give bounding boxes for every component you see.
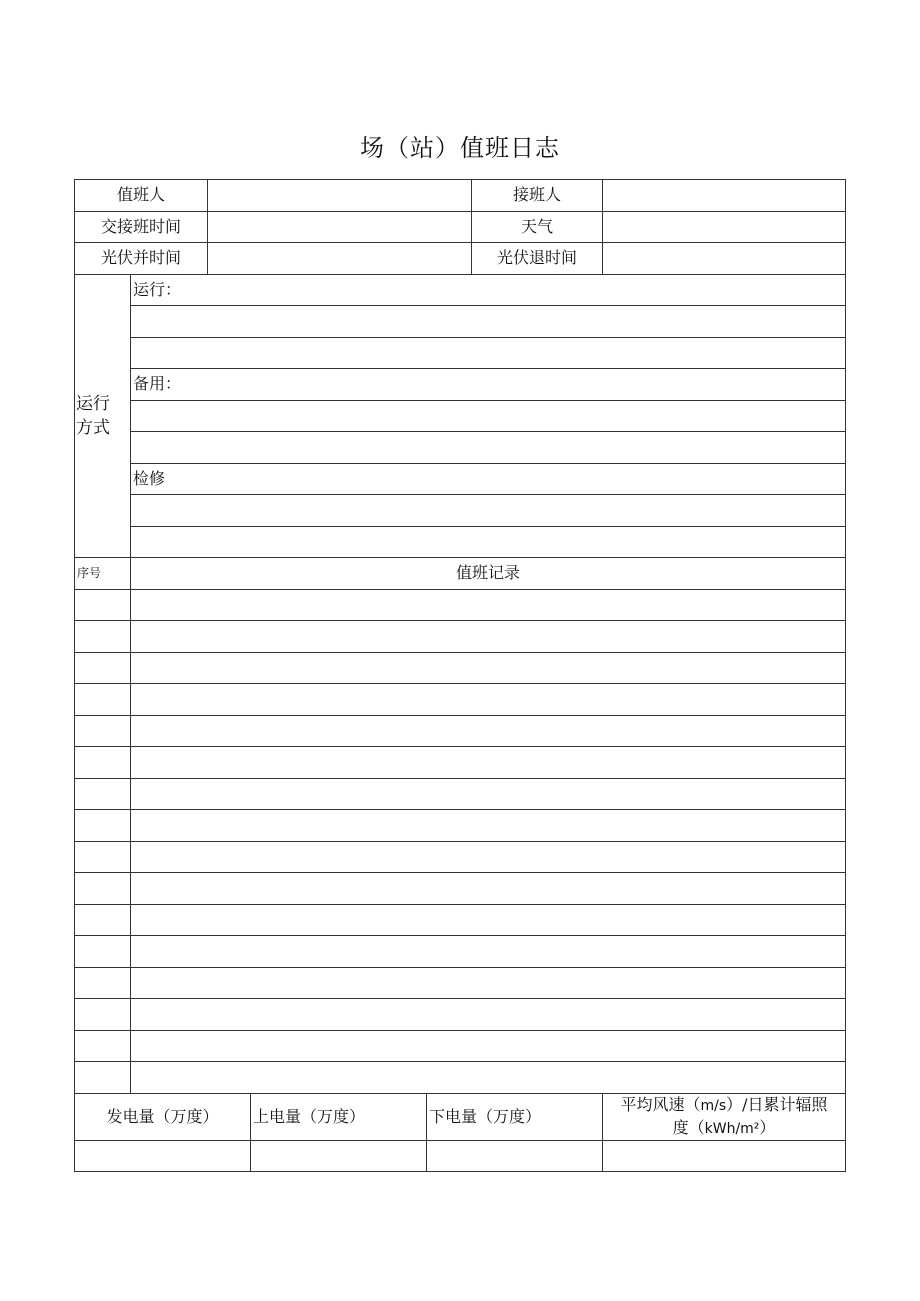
- records-header-row: [75, 558, 846, 590]
- seq-cell[interactable]: [75, 904, 131, 936]
- wind-label-part3: 度（: [672, 1117, 705, 1137]
- wind-irradiance-value[interactable]: [603, 1140, 846, 1172]
- running-label[interactable]: 运行：: [131, 274, 846, 306]
- grid-upload-label: 上电量（万度）: [251, 1093, 427, 1140]
- grid-download-value[interactable]: [427, 1140, 603, 1172]
- successor-field[interactable]: [603, 180, 846, 212]
- seq-cell[interactable]: [75, 621, 131, 653]
- table-row: [75, 589, 846, 621]
- record-cell[interactable]: [131, 967, 846, 999]
- table-row: [75, 684, 846, 716]
- summary-header-row: [75, 1093, 846, 1140]
- handover-time-field[interactable]: [208, 211, 472, 243]
- record-cell[interactable]: [131, 904, 846, 936]
- seq-cell[interactable]: [75, 841, 131, 873]
- record-cell[interactable]: [131, 652, 846, 684]
- record-rows: [75, 589, 846, 1093]
- operation-line: [75, 432, 846, 464]
- header-row-3: [75, 243, 846, 275]
- grid-download-label: 下电量（万度）: [427, 1093, 603, 1140]
- operation-line: [75, 495, 846, 527]
- pv-connect-time-field[interactable]: [208, 243, 472, 275]
- table-row: [75, 1030, 846, 1062]
- table-row: [75, 810, 846, 842]
- operation-mode-label: [75, 274, 131, 558]
- running-line[interactable]: [131, 337, 846, 369]
- pv-disconnect-time-field[interactable]: [603, 243, 846, 275]
- record-cell[interactable]: [131, 873, 846, 905]
- seq-header: 序号: [75, 558, 131, 590]
- irradiance-unit: kWh/m²: [704, 1120, 760, 1137]
- record-cell[interactable]: [131, 1062, 846, 1094]
- generation-label: 发电量（万度）: [75, 1093, 251, 1140]
- standby-line[interactable]: [131, 432, 846, 464]
- operation-mode-standby-row: [75, 369, 846, 401]
- running-line[interactable]: [131, 306, 846, 338]
- seq-cell[interactable]: [75, 873, 131, 905]
- seq-cell[interactable]: [75, 810, 131, 842]
- seq-cell[interactable]: [75, 589, 131, 621]
- table-row: [75, 1062, 846, 1094]
- operation-mode-maintenance-row: [75, 463, 846, 495]
- record-cell[interactable]: [131, 810, 846, 842]
- wind-irradiance-label: [603, 1093, 846, 1140]
- summary-value-row: [75, 1140, 846, 1172]
- handover-time-label: 交接班时间: [75, 211, 208, 243]
- table-row: [75, 904, 846, 936]
- operation-line: [75, 400, 846, 432]
- standby-line[interactable]: [131, 400, 846, 432]
- seq-cell[interactable]: [75, 999, 131, 1031]
- pv-connect-time-label: 光伏并时间: [75, 243, 208, 275]
- generation-value[interactable]: [75, 1140, 251, 1172]
- wind-unit: m/s: [700, 1097, 727, 1114]
- operation-mode-label-line1: 运行: [76, 393, 110, 414]
- table-row: [75, 841, 846, 873]
- seq-cell[interactable]: [75, 652, 131, 684]
- header-row-1: [75, 180, 846, 212]
- record-cell[interactable]: [131, 621, 846, 653]
- operation-line: [75, 337, 846, 369]
- record-cell[interactable]: [131, 999, 846, 1031]
- page-title: 场（站）值班日志: [360, 134, 560, 162]
- seq-cell[interactable]: [75, 684, 131, 716]
- record-cell[interactable]: [131, 841, 846, 873]
- successor-label: 接班人: [472, 180, 603, 212]
- table-row: [75, 715, 846, 747]
- wind-label-part4: ）: [759, 1117, 776, 1137]
- seq-cell[interactable]: [75, 967, 131, 999]
- seq-cell[interactable]: [75, 936, 131, 968]
- grid-upload-value[interactable]: [251, 1140, 427, 1172]
- record-cell[interactable]: [131, 684, 846, 716]
- table-row: [75, 936, 846, 968]
- header-row-2: [75, 211, 846, 243]
- table-row: [75, 747, 846, 779]
- seq-cell[interactable]: [75, 747, 131, 779]
- seq-cell[interactable]: [75, 715, 131, 747]
- weather-field[interactable]: [603, 211, 846, 243]
- record-cell[interactable]: [131, 589, 846, 621]
- record-header: 值班记录: [131, 558, 846, 590]
- seq-cell[interactable]: [75, 778, 131, 810]
- seq-cell[interactable]: [75, 1062, 131, 1094]
- table-row: [75, 778, 846, 810]
- record-cell[interactable]: [131, 747, 846, 779]
- operation-line: [75, 526, 846, 558]
- table-row: [75, 652, 846, 684]
- table-row: [75, 873, 846, 905]
- operation-mode-running-row: [75, 274, 846, 306]
- table-row: [75, 621, 846, 653]
- table-row: [75, 999, 846, 1031]
- pv-disconnect-time-label: 光伏退时间: [472, 243, 603, 275]
- standby-label[interactable]: 备用：: [131, 369, 846, 401]
- maintenance-label[interactable]: 检修: [131, 463, 846, 495]
- record-cell[interactable]: [131, 715, 846, 747]
- on-duty-label: 值班人: [75, 180, 208, 212]
- record-cell[interactable]: [131, 778, 846, 810]
- maintenance-line[interactable]: [131, 495, 846, 527]
- table-row: [75, 967, 846, 999]
- weather-label: 天气: [472, 211, 603, 243]
- on-duty-field[interactable]: [208, 180, 472, 212]
- maintenance-line[interactable]: [131, 526, 846, 558]
- record-cell[interactable]: [131, 1030, 846, 1062]
- wind-label-part2: ）/日累计辐照: [726, 1094, 828, 1114]
- seq-cell[interactable]: [75, 1030, 131, 1062]
- operation-mode-label-line2: 方式: [76, 417, 110, 438]
- wind-label-part1: 平均风速（: [620, 1094, 701, 1114]
- record-cell[interactable]: [131, 936, 846, 968]
- operation-line: [75, 306, 846, 338]
- duty-log-table: [74, 179, 846, 1172]
